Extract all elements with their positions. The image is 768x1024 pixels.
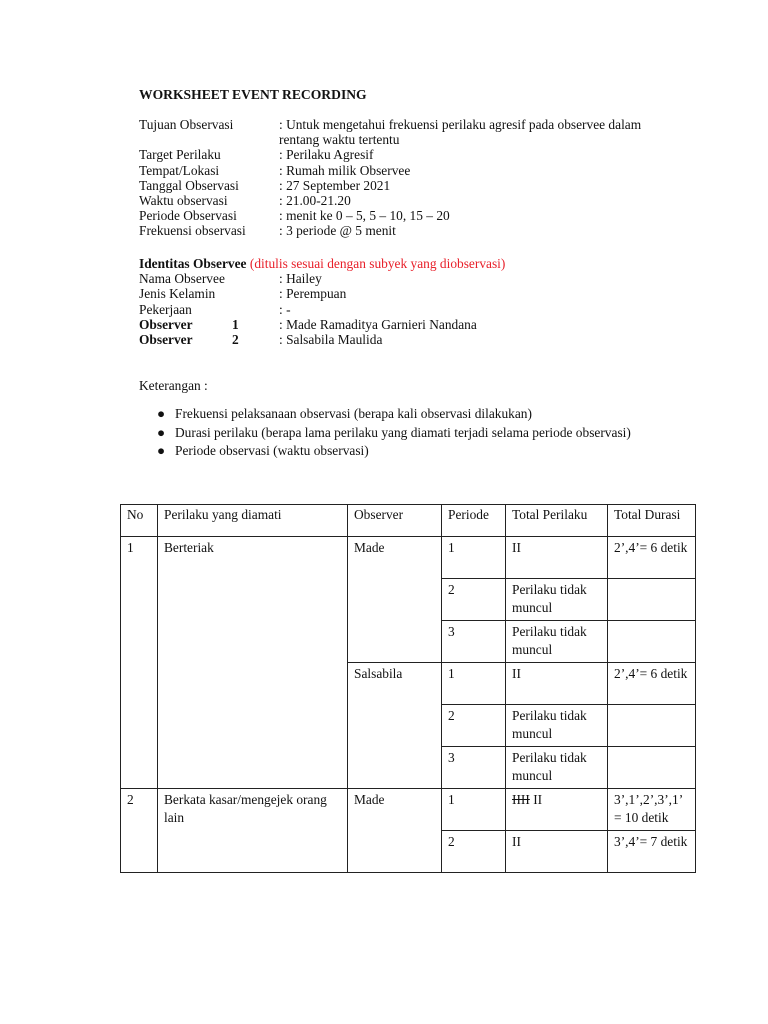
identity-row-pekerjaan xyxy=(139,302,699,317)
cell-durasi xyxy=(608,621,696,663)
info-row-frekuensi xyxy=(139,223,699,238)
cell-total: Perilaku tidak muncul xyxy=(506,705,608,747)
cell-periode: 2 xyxy=(442,831,506,873)
observee-identity xyxy=(139,256,699,347)
list-item-text: Periode observasi (waktu observasi) xyxy=(175,443,369,458)
observer-row-2 xyxy=(139,332,699,347)
cell-total: II xyxy=(506,663,608,705)
identity-label: Pekerjaan xyxy=(139,301,192,317)
info-value: : 3 periode @ 5 menit xyxy=(279,223,396,239)
cell-durasi: 3’,1’,2’,3’,1’ = 10 detik xyxy=(608,789,696,831)
info-label: Tempat/Lokasi xyxy=(139,162,220,178)
info-label: Frekuensi observasi xyxy=(139,223,246,239)
info-value: : Perilaku Agresif xyxy=(279,147,374,163)
cell-total: II xyxy=(506,831,608,873)
bullet-icon: ● xyxy=(157,406,166,421)
cell-total: Perilaku tidak muncul xyxy=(506,747,608,789)
table-row xyxy=(121,789,696,831)
info-label: Tanggal Observasi xyxy=(139,177,239,193)
cell-periode: 2 xyxy=(442,705,506,747)
keterangan-label: Keterangan : xyxy=(139,378,208,393)
table-header-row xyxy=(121,505,696,537)
list-item xyxy=(157,405,631,424)
info-value: : Rumah milik Observee xyxy=(279,162,411,178)
info-value-line2: rentang waktu tertentu xyxy=(279,132,400,148)
cell-periode: 3 xyxy=(442,747,506,789)
table-row xyxy=(121,537,696,579)
info-value xyxy=(279,117,699,147)
list-item xyxy=(157,442,631,461)
cell-durasi xyxy=(608,705,696,747)
info-label: Target Perilaku xyxy=(139,147,221,163)
cell-periode: 1 xyxy=(442,663,506,705)
struck-tally: IIII xyxy=(512,792,530,807)
header-no: No xyxy=(121,505,158,537)
info-value: : menit ke 0 – 5, 5 – 10, 15 – 20 xyxy=(279,208,450,224)
observer-number: 1 xyxy=(232,316,239,332)
info-label: Waktu observasi xyxy=(139,193,228,209)
list-item-text: Frekuensi pelaksanaan observasi (berapa kali observasi dilakukan) xyxy=(175,406,532,421)
header-total-perilaku: Total Perilaku xyxy=(506,505,608,537)
observation-info xyxy=(139,117,699,239)
identity-value: : Hailey xyxy=(279,271,322,287)
cell-durasi xyxy=(608,579,696,621)
keterangan-list xyxy=(157,405,631,461)
identity-note: (ditulis sesuai dengan subyek yang diobservasi) xyxy=(249,256,506,271)
info-label: Tujuan Observasi xyxy=(139,117,234,132)
info-value-line1: : Untuk mengetahui frekuensi perilaku agresif pada observee dalam xyxy=(279,117,642,132)
identity-value: : - xyxy=(279,301,291,317)
cell-durasi: 2’,4’= 6 detik xyxy=(608,663,696,705)
cell-durasi: 2’,4’= 6 detik xyxy=(608,537,696,579)
cell-total: II xyxy=(506,537,608,579)
info-row-tujuan xyxy=(139,117,699,147)
header-observer: Observer xyxy=(348,505,442,537)
identity-label: Nama Observee xyxy=(139,271,225,287)
cell-durasi: 3’,4’= 7 detik xyxy=(608,831,696,873)
header-total-durasi: Total Durasi xyxy=(608,505,696,537)
cell-observer: Salsabila xyxy=(348,663,442,789)
identity-heading: Identitas Observee xyxy=(139,256,247,271)
document-title: WORKSHEET EVENT RECORDING xyxy=(139,87,367,102)
info-label: Periode Observasi xyxy=(139,208,237,224)
observer-label xyxy=(139,332,279,347)
bullet-icon: ● xyxy=(157,424,166,440)
cell-behavior: Berteriak xyxy=(158,537,348,789)
header-behavior: Perilaku yang diamati xyxy=(158,505,348,537)
info-row-waktu xyxy=(139,193,699,208)
observer-row-1 xyxy=(139,317,699,332)
header-periode: Periode xyxy=(442,505,506,537)
cell-no: 1 xyxy=(121,537,158,789)
cell-periode: 2 xyxy=(442,579,506,621)
info-value: : 21.00-21.20 xyxy=(279,193,351,209)
cell-observer: Made xyxy=(348,789,442,873)
cell-behavior: Berkata kasar/mengejek orang lain xyxy=(158,789,348,873)
cell-periode: 3 xyxy=(442,621,506,663)
observer-value: : Salsabila Maulida xyxy=(279,332,383,348)
info-row-target xyxy=(139,147,699,162)
identity-value: : Perempuan xyxy=(279,286,347,302)
identity-row-nama xyxy=(139,271,699,286)
observer-number: 2 xyxy=(232,332,239,348)
observer-value: : Made Ramaditya Garnieri Nandana xyxy=(279,316,477,332)
observer-label xyxy=(139,317,279,332)
event-recording-table xyxy=(120,504,696,873)
cell-total: Perilaku tidak muncul xyxy=(506,579,608,621)
cell-periode: 1 xyxy=(442,537,506,579)
info-row-tanggal xyxy=(139,178,699,193)
list-item xyxy=(157,424,631,443)
observer-word: Observer xyxy=(139,332,193,348)
cell-periode: 1 xyxy=(442,789,506,831)
info-row-periode xyxy=(139,208,699,223)
identity-heading-row xyxy=(139,256,699,271)
cell-observer: Made xyxy=(348,537,442,663)
identity-row-kelamin xyxy=(139,286,699,301)
identity-label: Jenis Kelamin xyxy=(139,286,216,302)
list-item-text: Durasi perilaku (berapa lama perilaku yang diamati terjadi selama periode observasi) xyxy=(175,424,631,440)
info-row-tempat xyxy=(139,163,699,178)
tally: II xyxy=(529,792,543,807)
cell-no: 2 xyxy=(121,789,158,873)
cell-durasi xyxy=(608,747,696,789)
cell-total xyxy=(506,789,608,831)
observer-word: Observer xyxy=(139,316,193,332)
cell-total: Perilaku tidak muncul xyxy=(506,621,608,663)
info-value: : 27 September 2021 xyxy=(279,177,391,193)
bullet-icon: ● xyxy=(157,443,166,458)
